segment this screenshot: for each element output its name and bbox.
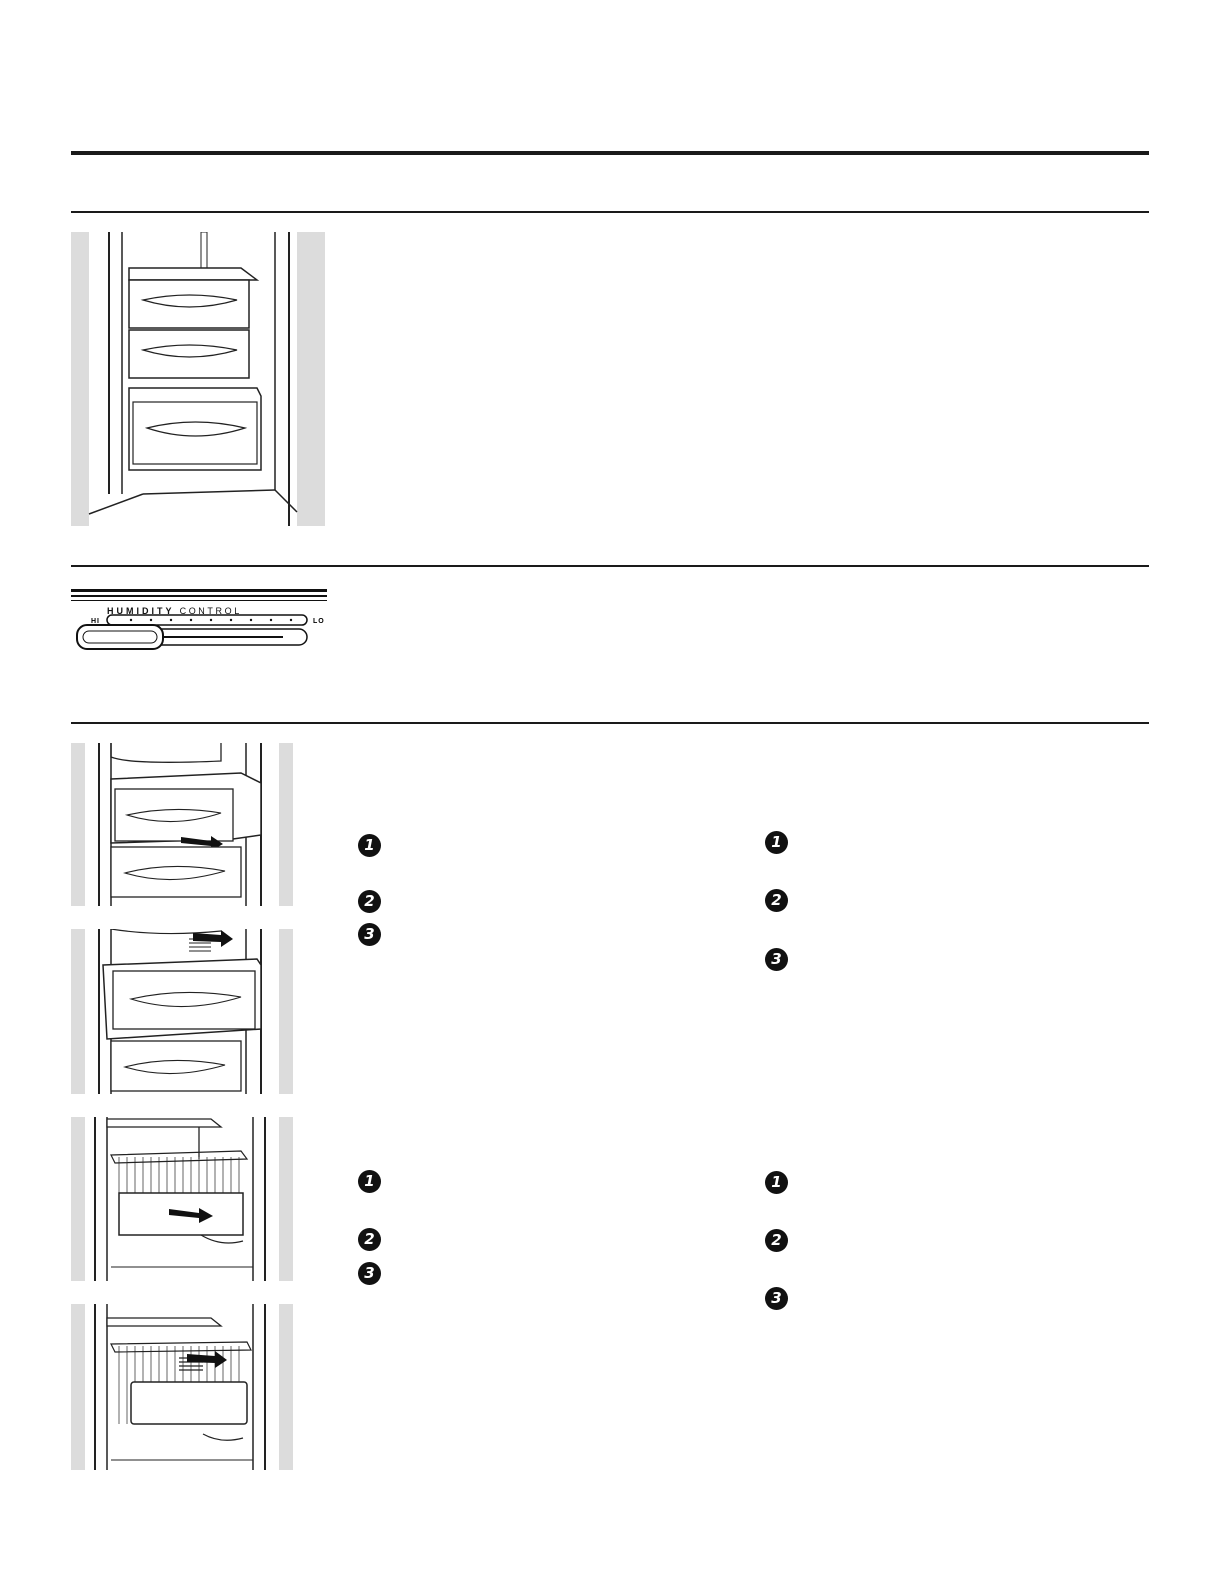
step-marker-drawer-right-1: 1 bbox=[765, 831, 788, 854]
drawer-removal-illustration-1 bbox=[71, 743, 293, 906]
step-marker-drawer-left-2: 2 bbox=[358, 890, 381, 913]
freezer-drawers-illustration bbox=[71, 232, 325, 526]
humidity-control bbox=[71, 589, 327, 659]
humidity-lo-label: LO bbox=[313, 618, 325, 625]
section-rule-1 bbox=[71, 211, 1149, 213]
step-marker-drawer-right-3: 3 bbox=[765, 948, 788, 971]
humidity-control-title-light: CONTROL bbox=[179, 606, 242, 616]
section-rule-3 bbox=[71, 722, 1149, 724]
step-marker-basket-left-1: 1 bbox=[358, 1170, 381, 1193]
step-marker-basket-left-2: 2 bbox=[358, 1228, 381, 1251]
humidity-slider-handle[interactable] bbox=[77, 625, 163, 649]
basket-removal-illustration-2 bbox=[71, 1304, 293, 1470]
basket-removal-illustration-1 bbox=[71, 1117, 293, 1281]
step-marker-drawer-left-3: 3 bbox=[358, 923, 381, 946]
step-marker-drawer-right-2: 2 bbox=[765, 889, 788, 912]
section-rule-2 bbox=[71, 565, 1149, 567]
drawer-removal-illustration-2 bbox=[71, 929, 293, 1094]
humidity-control-title-bold: HUMIDITY bbox=[107, 606, 175, 616]
top-heavy-rule bbox=[71, 151, 1149, 155]
humidity-hi-label: HI bbox=[91, 618, 100, 625]
step-marker-basket-right-1: 1 bbox=[765, 1171, 788, 1194]
step-marker-drawer-left-1: 1 bbox=[358, 834, 381, 857]
step-marker-basket-right-2: 2 bbox=[765, 1229, 788, 1252]
step-marker-basket-right-3: 3 bbox=[765, 1287, 788, 1310]
step-marker-basket-left-3: 3 bbox=[358, 1262, 381, 1285]
humidity-control-title bbox=[107, 606, 242, 616]
